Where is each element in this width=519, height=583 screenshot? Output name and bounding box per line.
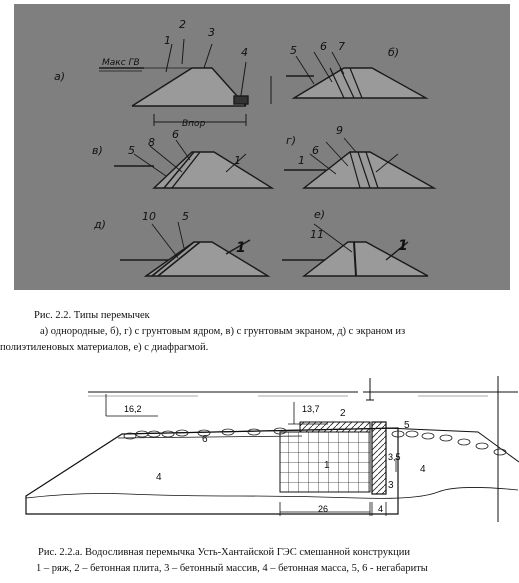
label-4-right: 4 bbox=[420, 464, 426, 475]
label-6-b: 6 bbox=[320, 40, 327, 53]
label-1-d: 1 bbox=[236, 240, 246, 256]
figure2-caption-title: Рис. 2.2.а. Водосливная перемычка Усть-Хантайской ГЭС смешанной конструкции bbox=[38, 547, 410, 558]
label-7-b: 7 bbox=[338, 40, 345, 53]
label-1-a: 1 bbox=[164, 34, 171, 47]
label-e: е) bbox=[314, 208, 326, 221]
figure1-caption-title: Рис. 2.2. Типы перемычек bbox=[34, 310, 150, 321]
cofferdam-e bbox=[304, 242, 428, 276]
label-vpor: Впор bbox=[182, 119, 206, 129]
label-5-b: 5 bbox=[290, 44, 297, 57]
label-d: д) bbox=[94, 218, 106, 231]
concrete-block bbox=[372, 422, 386, 494]
label-10-d: 10 bbox=[142, 210, 156, 223]
label-g: г) bbox=[286, 134, 297, 147]
label-5-v: 5 bbox=[128, 144, 135, 157]
dim-26: 26 bbox=[318, 504, 329, 514]
label-2: 2 bbox=[340, 408, 346, 419]
label-6-g: 6 bbox=[312, 144, 319, 157]
dim-16-2: 16,2 bbox=[124, 404, 142, 414]
cofferdam-a bbox=[132, 68, 246, 106]
figure1-caption-body bbox=[0, 324, 519, 356]
label-8-v: 8 bbox=[148, 136, 155, 149]
cofferdam-types-drawing bbox=[14, 4, 510, 290]
label-b: б) bbox=[388, 46, 400, 59]
label-3: 3 bbox=[388, 480, 394, 491]
figure2-caption-legend: 1 – ряж, 2 – бетонная плита, 3 – бетонный массив, 4 – бетонная масса, 5, 6 - негабариты bbox=[36, 563, 428, 574]
label-5: 5 bbox=[404, 420, 410, 431]
label-1-v: 1 bbox=[234, 154, 241, 167]
cofferdam-types-figure bbox=[14, 4, 510, 290]
label-3-a: 3 bbox=[208, 26, 215, 39]
dim-4: 4 bbox=[378, 504, 384, 514]
label-v: в) bbox=[92, 144, 103, 157]
overflow-cofferdam-figure bbox=[18, 372, 519, 528]
label-9-g: 9 bbox=[336, 124, 343, 137]
overflow-cofferdam-drawing bbox=[18, 372, 519, 528]
label-6: 6 bbox=[202, 434, 208, 445]
label-2-a: 2 bbox=[179, 18, 186, 31]
label-a: а) bbox=[54, 70, 66, 83]
cofferdam-v bbox=[154, 152, 272, 188]
figure1-caption-line1: а) однородные, б), г) с грунтовым ядром, в) с грунтовым экраном, д) с экраном из bbox=[40, 326, 406, 337]
label-5-d: 5 bbox=[182, 210, 189, 223]
concrete-slab bbox=[300, 422, 370, 432]
label-maks-gv: Макс ГВ bbox=[102, 58, 140, 68]
label-6-v: 6 bbox=[172, 128, 179, 141]
label-1-e: 1 bbox=[398, 238, 408, 254]
dim-3-5: 3,5 bbox=[388, 452, 401, 462]
label-11-e: 11 bbox=[310, 228, 324, 241]
label-1: 1 bbox=[324, 460, 330, 471]
label-4-a: 4 bbox=[241, 46, 248, 59]
label-4-left: 4 bbox=[156, 472, 162, 483]
label-1-g: 1 bbox=[298, 154, 305, 167]
dim-13-7: 13,7 bbox=[302, 404, 320, 414]
figure1-caption-line2: полиэтиленовых материалов, е) с диафрагмой. bbox=[0, 342, 209, 353]
